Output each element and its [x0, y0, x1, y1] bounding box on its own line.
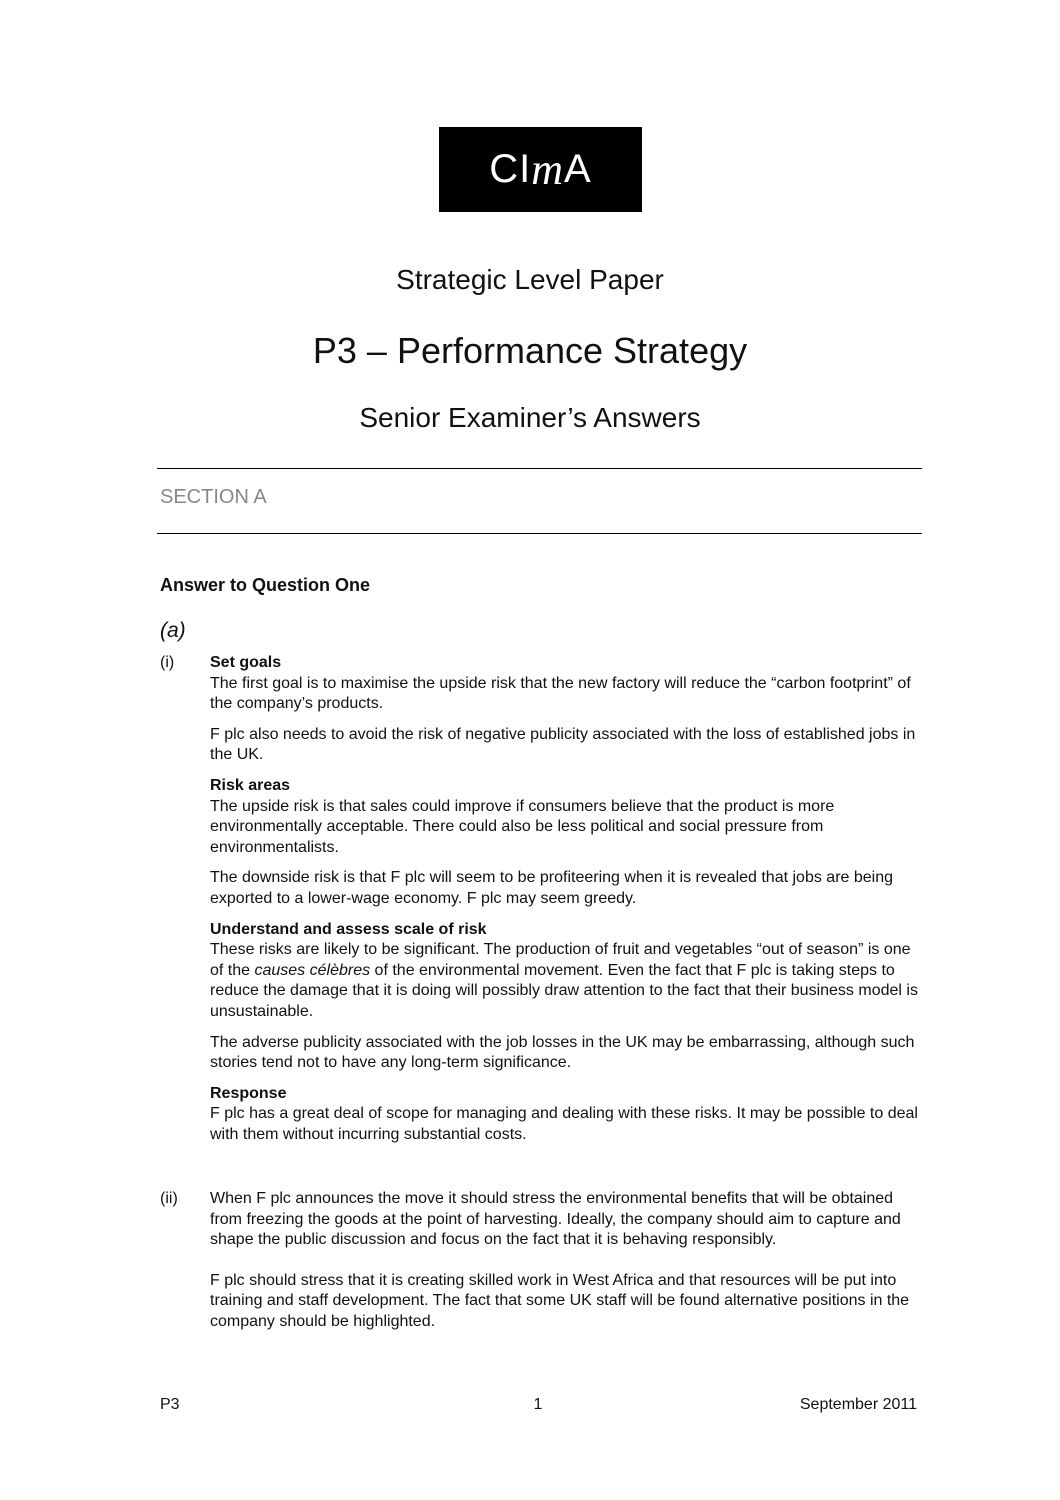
set-goals-paragraph-2: F plc also needs to avoid the risk of negative publicity associated with the loss of established jobs in the UK.: [210, 725, 916, 764]
logo-text-prefix: CI: [489, 147, 532, 191]
logo-text-middle: m: [531, 145, 565, 194]
understand-text-b: of the environmental movement. Even the fact that F plc is taking steps to reduce the damage that it is doing will possibly draw attention to the fact that their business model is unsustainable.: [210, 961, 918, 1020]
answer-ii: [210, 1189, 925, 1343]
understand-heading: Understand and assess scale of risk: [210, 920, 487, 938]
set-goals-paragraph-1: The first goal is to maximise the upside risk that the new factory will reduce the “carbon footprint” of the company’s products.: [210, 674, 911, 713]
understand-paragraph-1: [210, 940, 925, 1022]
ii-paragraph-2: F plc should stress that it is creating skilled work in West Africa and that resources will be put into training and staff development. The fact that some UK staff will be found alternative positions in the company should be highlighted.: [210, 1271, 910, 1330]
logo-text-suffix: A: [564, 147, 592, 191]
response-heading: Response: [210, 1084, 287, 1102]
numeral-i: (i): [160, 654, 175, 671]
answers-title: Senior Examiner’s Answers: [359, 402, 701, 433]
question-title: Answer to Question One: [160, 575, 371, 595]
risk-areas-paragraph-1: The upside risk is that sales could improve if consumers believe that the product is more environmentally acceptable. There could also be less political and social pressure from environmentalists.: [210, 797, 835, 856]
top-divider: [157, 468, 922, 469]
paper-level: Strategic Level Paper: [396, 264, 664, 295]
set-goals-heading: Set goals: [210, 654, 282, 671]
understand-text-a: These risks are likely to be significant. The production of fruit and vegetables “out of season” is one of the: [210, 941, 911, 979]
page-title: P3 – Performance Strategy: [312, 330, 748, 371]
risk-areas-heading: Risk areas: [210, 776, 291, 794]
section-label: SECTION A: [160, 486, 267, 508]
cima-logo: [439, 127, 642, 212]
numeral-ii: (ii): [160, 1190, 178, 1207]
footer-page-number: 1: [533, 1396, 543, 1413]
risk-areas-paragraph-2: The downside risk is that F plc will seem to be profiteering when it is revealed that jobs are being exported to a lower-wage economy. F plc may seem greedy.: [210, 869, 894, 907]
footer-paper-code: P3: [160, 1396, 180, 1413]
answer-i: [210, 653, 925, 1155]
understand-paragraph-2: The adverse publicity associated with the job losses in the UK may be embarrassing, although such stories tend not to have any long-term significance.: [210, 1033, 915, 1072]
response-paragraph-1: F plc has a great deal of scope for managing and dealing with these risks. It may be possible to deal with them without incurring substantial costs.: [210, 1105, 918, 1143]
footer-date: September 2011: [799, 1396, 917, 1413]
ii-paragraph-1: When F plc announces the move it should stress the environmental benefits that will be obtained from freezing the goods at the point of harvesting. Ideally, the company should aim to capture and shape the public discussion and focus on the fact that it is behaving responsibly.: [210, 1190, 901, 1249]
bottom-divider: [157, 533, 922, 534]
understand-italic: causes célèbres: [254, 961, 371, 979]
part-label: (a): [160, 619, 186, 642]
